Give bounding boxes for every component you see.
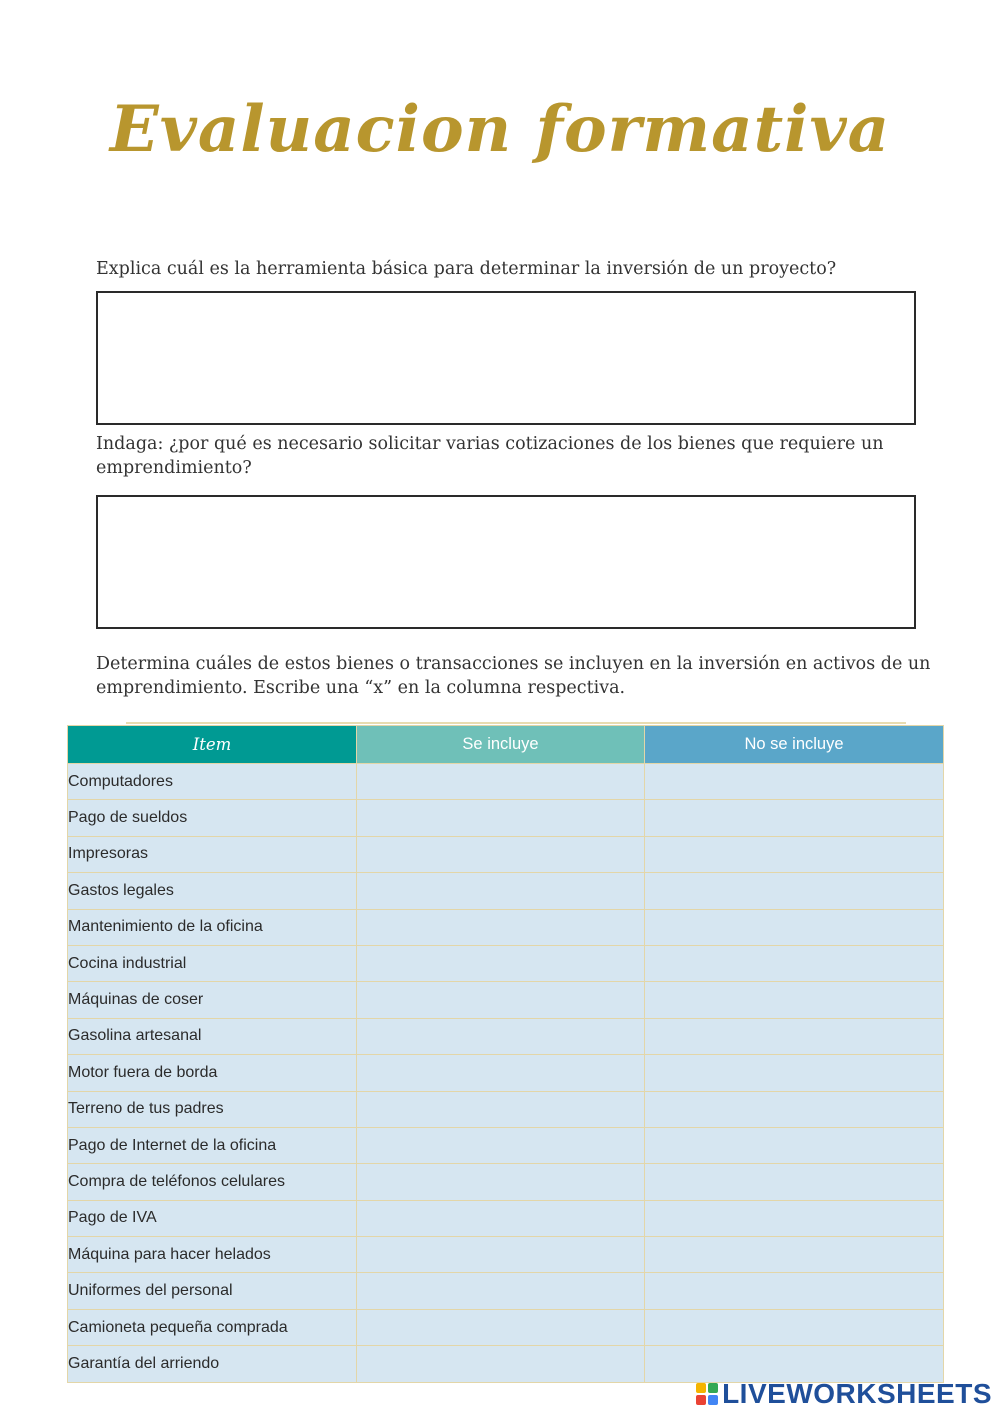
header-item: Item: [68, 726, 357, 764]
item-label: Gastos legales: [68, 873, 357, 909]
answer-box-2[interactable]: [96, 495, 916, 629]
se-incluye-cell[interactable]: [357, 1237, 645, 1273]
worksheet-title: Evaluacion formativa: [109, 92, 891, 167]
item-label: Motor fuera de borda: [68, 1055, 357, 1091]
item-label: Cocina industrial: [68, 945, 357, 981]
se-incluye-cell[interactable]: [357, 909, 645, 945]
no-se-incluye-cell[interactable]: [645, 945, 944, 981]
assets-table: [67, 725, 944, 1383]
table-top-divider: [126, 722, 906, 724]
table-row: [68, 1018, 944, 1054]
question-1: Explica cuál es la herramienta básica para determinar la inversión de un proyecto?: [96, 259, 837, 279]
no-se-incluye-cell[interactable]: [645, 909, 944, 945]
table-row: [68, 1309, 944, 1345]
no-se-incluye-cell[interactable]: [645, 764, 944, 800]
se-incluye-cell[interactable]: [357, 1273, 645, 1309]
se-incluye-cell[interactable]: [357, 1309, 645, 1345]
no-se-incluye-cell[interactable]: [645, 1237, 944, 1273]
question-2: Indaga: ¿por qué es necesario solicitar varias cotizaciones de los bienes que requiere un emprendimiento?: [96, 434, 884, 478]
item-label: Impresoras: [68, 836, 357, 872]
no-se-incluye-cell[interactable]: [645, 1127, 944, 1163]
item-label: Máquina para hacer helados: [68, 1237, 357, 1273]
item-label: Pago de IVA: [68, 1200, 357, 1236]
item-label: Compra de teléfonos celulares: [68, 1164, 357, 1200]
se-incluye-cell[interactable]: [357, 1164, 645, 1200]
item-label: Gasolina artesanal: [68, 1018, 357, 1054]
no-se-incluye-cell[interactable]: [645, 1346, 944, 1382]
se-incluye-cell[interactable]: [357, 800, 645, 836]
item-label: Máquinas de coser: [68, 982, 357, 1018]
se-incluye-cell[interactable]: [357, 1200, 645, 1236]
liveworksheets-logo-icon: [696, 1383, 718, 1405]
table-row: [68, 945, 944, 981]
no-se-incluye-cell[interactable]: [645, 1200, 944, 1236]
item-label: Pago de sueldos: [68, 800, 357, 836]
logo-square-yellow: [696, 1383, 706, 1393]
se-incluye-cell[interactable]: [357, 945, 645, 981]
se-incluye-cell[interactable]: [357, 764, 645, 800]
table-row: [68, 1273, 944, 1309]
item-label: Pago de Internet de la oficina: [68, 1127, 357, 1163]
header-no-se-incluye: No se incluye: [645, 726, 944, 764]
se-incluye-cell[interactable]: [357, 1055, 645, 1091]
no-se-incluye-cell[interactable]: [645, 982, 944, 1018]
se-incluye-cell[interactable]: [357, 873, 645, 909]
table-row: [68, 1164, 944, 1200]
no-se-incluye-cell[interactable]: [645, 873, 944, 909]
table-row: [68, 800, 944, 836]
table-header-row: [68, 726, 944, 764]
logo-square-blue: [708, 1395, 718, 1405]
se-incluye-cell[interactable]: [357, 1346, 645, 1382]
no-se-incluye-cell[interactable]: [645, 1164, 944, 1200]
table-row: [68, 1200, 944, 1236]
table-row: [68, 836, 944, 872]
table-row: [68, 1055, 944, 1091]
item-label: Computadores: [68, 764, 357, 800]
no-se-incluye-cell[interactable]: [645, 1091, 944, 1127]
item-label: Mantenimiento de la oficina: [68, 909, 357, 945]
logo-text: LIVEWORKSHEETS: [722, 1378, 992, 1409]
se-incluye-cell[interactable]: [357, 836, 645, 872]
answer-box-1[interactable]: [96, 291, 916, 425]
item-label: Garantía del arriendo: [68, 1346, 357, 1382]
no-se-incluye-cell[interactable]: [645, 1055, 944, 1091]
no-se-incluye-cell[interactable]: [645, 836, 944, 872]
se-incluye-cell[interactable]: [357, 982, 645, 1018]
table-row: [68, 1127, 944, 1163]
se-incluye-cell[interactable]: [357, 1091, 645, 1127]
item-label: Camioneta pequeña comprada: [68, 1309, 357, 1345]
se-incluye-cell[interactable]: [357, 1018, 645, 1054]
table-body: [68, 764, 944, 1383]
se-incluye-cell[interactable]: [357, 1127, 645, 1163]
table-row: [68, 764, 944, 800]
header-se-incluye: Se incluye: [357, 726, 645, 764]
no-se-incluye-cell[interactable]: [645, 1273, 944, 1309]
no-se-incluye-cell[interactable]: [645, 800, 944, 836]
table-row: [68, 1091, 944, 1127]
liveworksheets-logo: [696, 1378, 992, 1410]
table-row: [68, 873, 944, 909]
no-se-incluye-cell[interactable]: [645, 1309, 944, 1345]
table-row: [68, 1346, 944, 1382]
table-row: [68, 982, 944, 1018]
logo-square-red: [696, 1395, 706, 1405]
table-row: [68, 909, 944, 945]
table-instruction: Determina cuáles de estos bienes o transacciones se incluyen en la inversión en activos de un emprendimiento. Escribe una “x” en la columna respectiva.: [96, 654, 931, 698]
no-se-incluye-cell[interactable]: [645, 1018, 944, 1054]
item-label: Terreno de tus padres: [68, 1091, 357, 1127]
item-label: Uniformes del personal: [68, 1273, 357, 1309]
table-row: [68, 1237, 944, 1273]
logo-square-green: [708, 1383, 718, 1393]
